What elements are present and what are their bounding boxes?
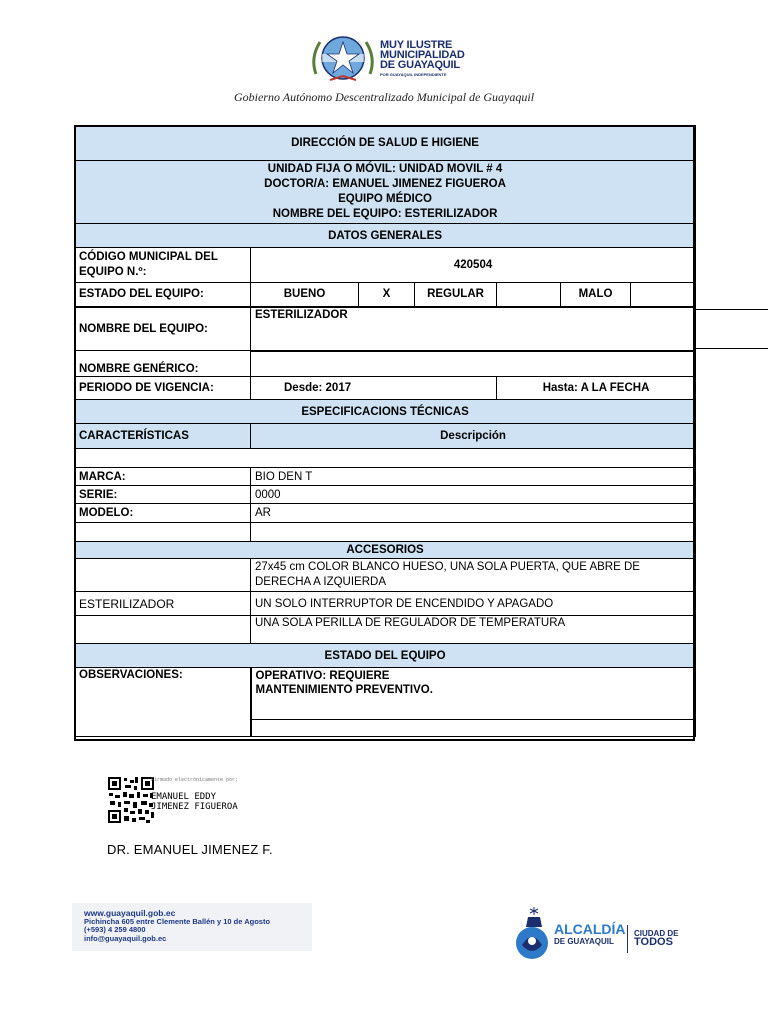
direccion-header: DIRECCIÓN DE SALUD E HIGIENE <box>75 126 696 161</box>
malo-checkbox <box>631 283 696 307</box>
accesorio-label: ESTERILIZADOR <box>75 592 251 616</box>
generico-value <box>251 351 696 377</box>
bueno-checkbox: X <box>359 283 415 307</box>
doctor-name: DR. EMANUEL JIMENEZ F. <box>107 842 273 857</box>
municipal-seal-icon <box>308 34 378 86</box>
gad-subtitle: Gobierno Autónomo Descentralizado Municipal de Guayaquil <box>233 90 535 104</box>
empty-cell <box>251 720 696 737</box>
nombre-equipo-value: ESTERILIZADOR <box>251 307 696 351</box>
equipment-form-table <box>74 125 696 737</box>
brand-line-2: MUNICIPALIDAD <box>380 49 465 61</box>
municipality-logo <box>308 34 478 92</box>
regular-checkbox <box>497 283 561 307</box>
hasta-value: Hasta: A LA FECHA <box>497 377 696 400</box>
codigo-value: 420504 <box>251 248 696 283</box>
desde-value: Desde: 2017 <box>251 377 497 400</box>
datos-generales-header: DATOS GENERALES <box>75 224 696 248</box>
caracteristicas-header: CARACTERÍSTICAS <box>75 424 251 449</box>
website-link[interactable]: www.guayaquil.gob.ec <box>84 908 176 918</box>
unidad-text: UNIDAD FIJA O MÓVIL: UNIDAD MOVIL # 4 <box>267 163 503 175</box>
empty-cell <box>75 523 251 542</box>
alcaldia-logo <box>512 903 692 963</box>
accesorios-header: ACCESORIOS <box>75 542 696 559</box>
logo-divider <box>627 925 628 953</box>
brand-line-3: DE GUAYAQUIL <box>380 59 460 71</box>
contact-block <box>72 903 312 951</box>
nombre-equipo-label: NOMBRE DEL EQUIPO: <box>75 307 251 351</box>
accesorio-3: UNA SOLA PERILLA DE REGULADOR DE TEMPERATURA <box>251 616 696 644</box>
especificaciones-header: ESPECIFICACIONS TÉCNICAS <box>75 400 696 424</box>
empty-cell <box>75 616 251 644</box>
marca-label: MARCA: <box>75 468 251 486</box>
phone-text: (+593) 4 259 4800 <box>84 925 146 934</box>
todos-text: TODOS <box>634 936 673 948</box>
estado-label: ESTADO DEL EQUIPO: <box>75 283 251 307</box>
alcaldia-emblem-icon <box>512 905 552 961</box>
generico-label: NOMBRE GENÉRICO: <box>75 351 251 377</box>
serie-value: 0000 <box>251 486 696 504</box>
signature-name-line: EMANUEL EDDY <box>151 792 217 802</box>
divider <box>695 309 768 310</box>
address-text: Pichincha 605 entre Clemente Ballén y 10 de Agosto <box>84 916 271 926</box>
empty-cell <box>251 523 696 542</box>
ciudad-de-todos <box>634 929 678 947</box>
equipo-medico-text: EQUIPO MÉDICO <box>338 193 433 205</box>
spacer-row <box>75 449 696 468</box>
modelo-value: AR <box>251 504 696 523</box>
divider <box>695 348 768 349</box>
bueno-label: BUENO <box>251 283 359 307</box>
empty-cell <box>75 559 251 592</box>
nombre-equipo-text: NOMBRE DEL EQUIPO: ESTERILIZADOR <box>272 208 498 220</box>
ciudad-de-text: CIUDAD DE <box>634 929 679 938</box>
regular-label: REGULAR <box>415 283 497 307</box>
malo-label: MALO <box>561 283 631 307</box>
brand-line-1: MUY ILUSTRE <box>380 39 453 51</box>
electronic-signature-name <box>151 792 238 812</box>
observaciones-label: OBSERVACIONES: <box>75 668 251 737</box>
marca-value: BIO DEN T <box>251 468 696 486</box>
accesorio-1: 27x45 cm COLOR BLANCO HUESO, UNA SOLA PUERTA, QUE ABRE DE DERECHA A IZQUIERDA <box>251 559 696 592</box>
alcaldia-text: ALCALDÍA <box>554 921 626 937</box>
de-guayaquil-text: DE GUAYAQUIL <box>554 937 614 946</box>
observaciones-value: OPERATIVO: REQUIERE MANTENIMIENTO PREVENTIVO. <box>251 668 696 720</box>
qr-code-icon <box>107 776 155 824</box>
unit-info-block <box>75 161 696 224</box>
signature-name-line: JIMENEZ FIGUEROA <box>151 802 238 812</box>
brand-subtitle: POR GUAYAQUIL INDEPENDIENTE <box>380 72 447 77</box>
signed-by-caption: Firmado electrónicamente por: <box>151 777 239 783</box>
modelo-label: MODELO: <box>75 504 251 523</box>
doctor-text: DOCTOR/A: EMANUEL JIMENEZ FIGUEROA <box>264 178 506 190</box>
estado-equipo-header: ESTADO DEL EQUIPO <box>75 644 696 668</box>
codigo-label: CÓDIGO MUNICIPAL DEL EQUIPO N.º: <box>75 248 251 283</box>
descripcion-header: Descripción <box>251 424 696 449</box>
vigencia-label: PERIODO DE VIGENCIA: <box>75 377 251 400</box>
accesorio-2: UN SOLO INTERRUPTOR DE ENCENDIDO Y APAGADO <box>251 592 696 616</box>
email-link[interactable]: info@guayaquil.gob.ec <box>84 933 167 943</box>
serie-label: SERIE: <box>75 486 251 504</box>
